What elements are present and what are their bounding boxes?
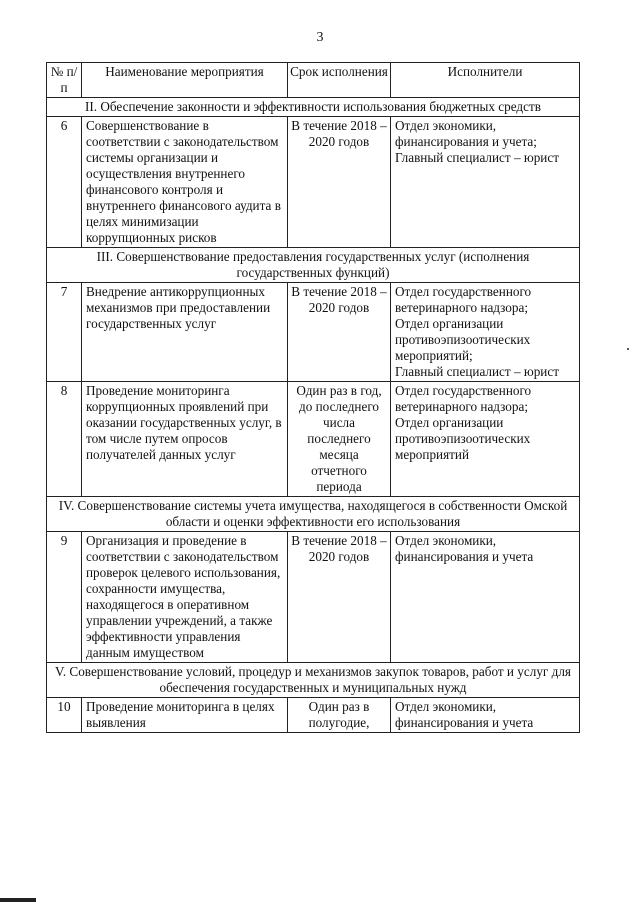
executor-line: Отдел экономики, финансирования и учета; <box>395 118 537 149</box>
table-row-7 <box>47 283 580 382</box>
row-name: Проведение мониторинга в целях выявления <box>82 698 288 733</box>
header-executors: Исполнители <box>391 63 580 98</box>
header-term: Срок исполнения <box>288 63 391 98</box>
row-num: 10 <box>47 698 82 733</box>
row-term: В течение 2018 – 2020 годов <box>288 117 391 248</box>
section-row-2 <box>47 98 580 117</box>
row-name: Организация и проведение в соответствии с законодательством проверок целевого использования, сохранности имущества, находящегося в оперативном управлении учреждений, а также эффективности управления данным имуществом <box>82 532 288 663</box>
section-row-4 <box>47 497 580 532</box>
page-number: 3 <box>316 30 324 45</box>
row-term: В течение 2018 – 2020 годов <box>288 283 391 382</box>
row-executors <box>391 117 580 248</box>
section-title-5: V. Совершенствование условий, процедур и механизмов закупок товаров, работ и услуг для обеспечения государственных и муниципальных нужд <box>47 663 580 698</box>
executor-line: Отдел государственного ветеринарного надзора; <box>395 284 532 315</box>
executor-line: Отдел организации противоэпизоотических мероприятий <box>395 415 531 462</box>
row-num: 8 <box>47 382 82 497</box>
row-executors <box>391 532 580 663</box>
section-row-3 <box>47 248 580 283</box>
executor-line: Отдел экономики, финансирования и учета <box>395 699 534 730</box>
table-header-row <box>47 63 580 98</box>
section-row-5 <box>47 663 580 698</box>
row-executors <box>391 283 580 382</box>
row-executors <box>391 698 580 733</box>
section-title-3: III. Совершенствование предоставления государственных услуг (исполнения государственных функций) <box>47 248 580 283</box>
row-num: 7 <box>47 283 82 382</box>
row-name: Проведение мониторинга коррупционных проявлений при оказании государственных услуг, в том числе путем опросов получателей данных услуг <box>82 382 288 497</box>
table-row-6 <box>47 117 580 248</box>
row-num: 6 <box>47 117 82 248</box>
executor-line: Отдел государственного ветеринарного надзора; <box>395 383 532 414</box>
row-term: В течение 2018 – 2020 годов <box>288 532 391 663</box>
section-title-4: IV. Совершенствование системы учета имущества, находящегося в собственности Омской области и оценки эффективности его использования <box>47 497 580 532</box>
row-executors <box>391 382 580 497</box>
header-num: № п/п <box>47 63 82 98</box>
section-title-2: II. Обеспечение законности и эффективности использования бюджетных средств <box>47 98 580 117</box>
header-name: Наименование мероприятия <box>82 63 288 98</box>
table-row-8 <box>47 382 580 497</box>
row-term: Один раз в год, до последнего числа последнего месяца отчетного периода <box>288 382 391 497</box>
measures-table <box>46 62 580 733</box>
scan-edge-mark <box>0 898 36 902</box>
row-num: 9 <box>47 532 82 663</box>
executor-line: Отдел экономики, финансирования и учета <box>395 533 534 564</box>
table-row-9 <box>47 532 580 663</box>
row-name: Совершенствование в соответствии с законодательством системы организации и осуществления внутреннего финансового контроля и внутреннего финансового аудита в целях минимизации коррупционных рисков <box>82 117 288 248</box>
row-term: Один раз в полугодие, <box>288 698 391 733</box>
executor-line: Главный специалист – юрист <box>395 150 559 165</box>
executor-line: Отдел организации противоэпизоотических мероприятий; <box>395 316 531 363</box>
row-name: Внедрение антикоррупционных механизмов при предоставлении государственных услуг <box>82 283 288 382</box>
scan-speck <box>627 348 629 350</box>
executor-line: Главный специалист – юрист <box>395 364 559 379</box>
table-row-10 <box>47 698 580 733</box>
